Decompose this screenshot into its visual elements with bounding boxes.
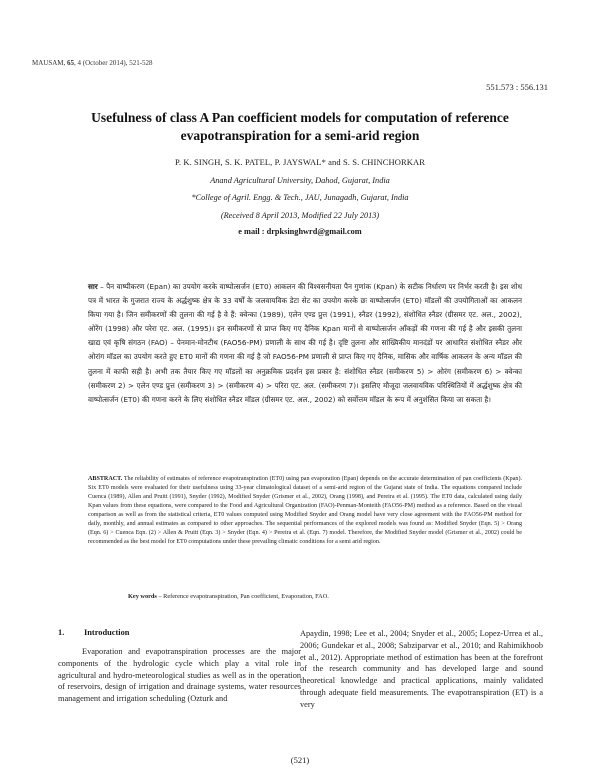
hindi-abstract-text: – पैन वाष्पीकरण (Epan) का उपयोग करके वाष्पोत्सर्जन (ET0) आकलन की विश्वसनीयता पैन गुणांक (Kpan) के सटीक निर्धारण पर निर्भर करती है। इस शोध पत्र में भारत के गुजरात राज्य के अर्द्धशुष्क क्षेत्र के 33 वर्षों के जलवायविक डेटा सेट का उपयोग करके छः वाष्पोत्सर्जन (ET0) मॉडलों की उपयोगिताओं का आकलन किया गया है। जिन समीकरणों की तुलना की गई है वे हैं: क्वेन्का (1989), एलेन एण्ड प्रुत्त (1991), स्नैडर (1992), संशोधित स्नैडर (ग्रीसमर एट. अल., 2002), ओरेंग (1998) और परेरा एट. अल. (1995)। इन समीकरणों से प्राप्त किए गए दैनिक Kpan मानों से वाष्पोत्सर्जन आँकड़ों की गणना की गई है और इसकी तुलना खाद्य एवं कृषि संगठन (FAO) – पेनमान-मोनटीथ (FAO56-PM) प्रणाली के साथ की गई है। दृष्टि तुलना और सांख्यिकीय मानदंडों पर आधारित संशोधित स्नैडर और ओरांग मॉडल का उपयोग करते हुए ET0 मानों की गणना की गई है जो FAO56-PM प्रणाली से प्राप्त किए गए दैनिक, मासिक और वार्षिक आकलन के अन्य मॉडल की तुलना में काफी सही है। अभी तक तैयार किए गए मॉडलों का अनुक्रमिक प्रदर्शन इस प्रकार है: संशोधित स्नैडर (समीकरण 5) > ओरंग (समीकरण 6) > क्वेन्का (समीकरण 2) > एलेन एण्ड प्रुत्त (समीकरण 3) > (समीकरण 4) > परिरा एट. अल. (समीकरण 7)। इसलिए मौजूदा जलवायविक परिस्थितियों में अर्द्धशुष्क क्षेत्र की वाष्पोत्सर्जन (ET0) की गणना करने के लिए संशोधित स्नैडर मॉडल (ग्रीसमर एट. अल., 2002) को सर्वोत्तम मॉडल के रूप में अनुशंसित किया जा सकता है। <box>88 282 522 404</box>
section-heading <box>58 628 129 637</box>
paper-title: Usefulness of class A Pan coefficient models for computation of reference evapotranspiration for a semi-arid region <box>91 110 509 143</box>
received-dates: (Received 8 April 2013, Modified 22 July 2013) <box>220 211 380 220</box>
author-list: P. K. SINGH, S. K. PATEL, P. JAYSWAL* and S. S. CHINCHORKAR <box>175 157 425 167</box>
abstract-label: ABSTRACT. <box>88 476 123 482</box>
section-title: Introduction <box>84 628 130 637</box>
intro-left-column: Evaporation and evapotranspiration processes are the major components of the hydrologic cycle which play a vital role in agricultural and hydro-meteorological studies as well as in the operation of reservoirs, design of irrigation and drainage systems, water resources management and irrigation scheduling (Ozturk and <box>58 647 301 704</box>
english-abstract <box>88 475 522 547</box>
affiliation-2: *College of Agril. Engg. & Tech., JAU, Junagadh, Gujarat, India <box>191 193 409 202</box>
abstract-text: The reliability of estimates of reference evapotranspiration (ET0) using pan evaporation (Epan) depends on the accurate determination of pan coefficients (Kpan). Six ET0 models were evaluated for their usefulness using 33-year climatological dataset of a semi-arid region of the Gujarat state of India. The equations compared include Cuenca (1989), Allen and Pruitt (1991), Snyder (1992), Modified Snyder (Grismer et al., 2002), Orang (1998), and Pereira et al. (1995). The ET0 data, calculated using daily Kpan values from these equations, were compared to the Food and Agricultural Organization (FAO)-Penman-Monteith (FAO56-PM) method as a reference. Based on the visual comparison as well as from the statistical criteria, ET0 values computed using Modified Snyder and Orang model have very close agreement with the FAO56-PM method for daily, monthly, and annual estimates as compared to other approaches. The sequential performances of the explored models was found as: Modified Snyder (Eqn. 5) > Orang (Eqn. 6) > Cuenca Eqn. (2) > Allen & Pruitt (Eqn. 3) > Snyder (Eqn. 4) > Pereira et al. (Eqn. 7) model. Therefore, the Modified Snyder model (Grismer et al., 2002) could be recommended as the best model for ET0 computations under these prevailing climatic conditions for a semi arid region. <box>88 476 522 545</box>
journal-name: MAUSAM <box>32 59 64 67</box>
contact-email[interactable]: e mail : drpksinghwrd@gmail.com <box>238 227 362 236</box>
udc-number: 551.573 : 556.131 <box>486 82 548 92</box>
page-number: (521) <box>290 755 310 765</box>
keywords <box>128 593 329 600</box>
intro-right-column: Apaydin, 1998; Lee et al., 2004; Snyder et al., 2005; Lopez-Urrea et al., 2006; Gundekar et al., 2008; Sabziparvar et al., 2010; and Rahimikhoob et al., 2012). Appropriate method of estimation has been at the forefront of the research community and has developed large and sound theoretical knowledge and practical applications, mainly validated through adequate field measurements. The evapotranspiration (ET) is a very <box>300 629 543 709</box>
section-number: 1. <box>58 628 65 637</box>
affiliation-1: Anand Agricultural University, Dahod, Gujarat, India <box>210 176 390 185</box>
hindi-abstract-label: सार <box>88 282 98 291</box>
keywords-label: Key words <box>128 593 157 600</box>
journal-issue-pages: , 4 (October 2014), 521-528 <box>74 59 153 67</box>
hindi-abstract <box>88 280 522 407</box>
journal-volume: 65 <box>67 59 75 67</box>
journal-citation: MAUSAM, 65, 4 (October 2014), 521-528 <box>32 59 153 67</box>
keywords-text: – Reference evapotranspiration, Pan coefficient, Evaporation, FAO. <box>156 593 329 600</box>
